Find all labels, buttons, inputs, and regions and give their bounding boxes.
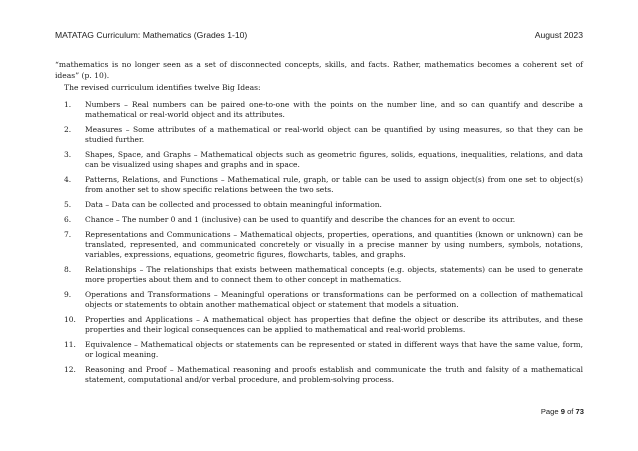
- item-number: 2.: [64, 125, 72, 134]
- document-title: MATATAG Curriculum: Mathematics (Grades 1-10): [55, 30, 248, 40]
- intro-section: [55, 60, 583, 81]
- item-number: 9.: [64, 289, 72, 299]
- list-item: [64, 200, 583, 210]
- item-number: 12.: [64, 364, 76, 374]
- item-text: Reasoning and Proof – Mathematical reasoning and proofs establish and communicate the truth and falsity of a mathematical statement, computational and/or verbal procedure, and problem-solving process.: [85, 364, 583, 384]
- page-number: 9: [560, 407, 565, 416]
- item-number: 6.: [64, 214, 72, 224]
- item-text: Patterns, Relations, and Functions – Mathematical rule, graph, or table can be used to assign object(s) from one set to object(s) from another set to show specific relations between the two sets.: [85, 175, 583, 195]
- list-item: [64, 215, 583, 225]
- list-item: [64, 315, 583, 335]
- item-text: Properties and Applications – A mathematical object has properties that define the object or describe its attributes, and these properties and their logical consequences can be applied to mathematical and real-world problems.: [85, 314, 583, 334]
- item-number: 4.: [64, 175, 72, 184]
- item-text: Numbers – Real numbers can be paired one-to-one with the points on the number line, and so can quantify and describe a mathematical or real-world object and its attributes.: [85, 100, 583, 120]
- item-number: 11.: [64, 339, 76, 349]
- page-of-label: of: [567, 407, 574, 416]
- item-number: 3.: [64, 150, 72, 159]
- list-item: [64, 100, 583, 120]
- item-text: Chance – The number 0 and 1 (inclusive) can be used to quantify and describe the chances for an event to occur.: [85, 214, 516, 224]
- page-total: 73: [575, 407, 584, 416]
- item-number: 10.: [64, 314, 76, 324]
- item-number: 8.: [64, 264, 72, 274]
- item-text: Shapes, Space, and Graphs – Mathematical objects such as geometric figures, solids, equations, inequalities, relations, and data can be visualized using shapes and graphs and in space.: [85, 150, 583, 170]
- list-item: [64, 150, 583, 170]
- page-footer: [541, 407, 584, 416]
- big-ideas-list: [64, 100, 583, 390]
- item-number: 5.: [64, 200, 72, 209]
- list-item: [64, 365, 583, 385]
- item-number: 1.: [64, 100, 72, 109]
- list-item: [64, 265, 583, 285]
- list-item: [64, 340, 583, 360]
- item-text: Representations and Communications – Mathematical objects, properties, operations, and quantities (known or unknown) can be translated, represented, and communicated concretely or visually in a precise manner by using numbers, symbols, notations, variables, expressions, equations, geometric figures, flowcharts, tables, and graphs.: [85, 229, 583, 259]
- item-number: 7.: [64, 229, 72, 239]
- page-header: [55, 30, 583, 40]
- item-text: Data – Data can be collected and processed to obtain meaningful information.: [85, 200, 382, 209]
- list-item: [64, 290, 583, 310]
- document-date: August 2023: [534, 30, 583, 40]
- item-text: Operations and Transformations – Meaningful operations or transformations can be performed on a collection of mathematical objects or statements to obtain another mathematical object or statement that models a situation.: [85, 289, 583, 309]
- item-text: Equivalence – Mathematical objects or statements can be represented or stated in different ways that have the same value, form, or logical meaning.: [85, 339, 583, 359]
- intro-quote: “mathematics is no longer seen as a set of disconnected concepts, skills, and facts. Rather, mathematics becomes a coherent set of ideas” (p. 10).: [55, 60, 583, 80]
- list-item: [64, 125, 583, 145]
- page-label: Page: [540, 407, 559, 416]
- item-text: Relationships – The relationships that exists between mathematical concepts (e.g. objects, statements) can be used to generate more properties about them and to connect them to other concept in mathematics.: [85, 264, 583, 284]
- list-item: [64, 175, 583, 195]
- list-item: [64, 230, 583, 261]
- item-text: Measures – Some attributes of a mathematical or real-world object can be quantified by using measures, so that they can be studied further.: [85, 125, 583, 145]
- big-ideas-lead: The revised curriculum identifies twelve Big Ideas:: [64, 83, 261, 92]
